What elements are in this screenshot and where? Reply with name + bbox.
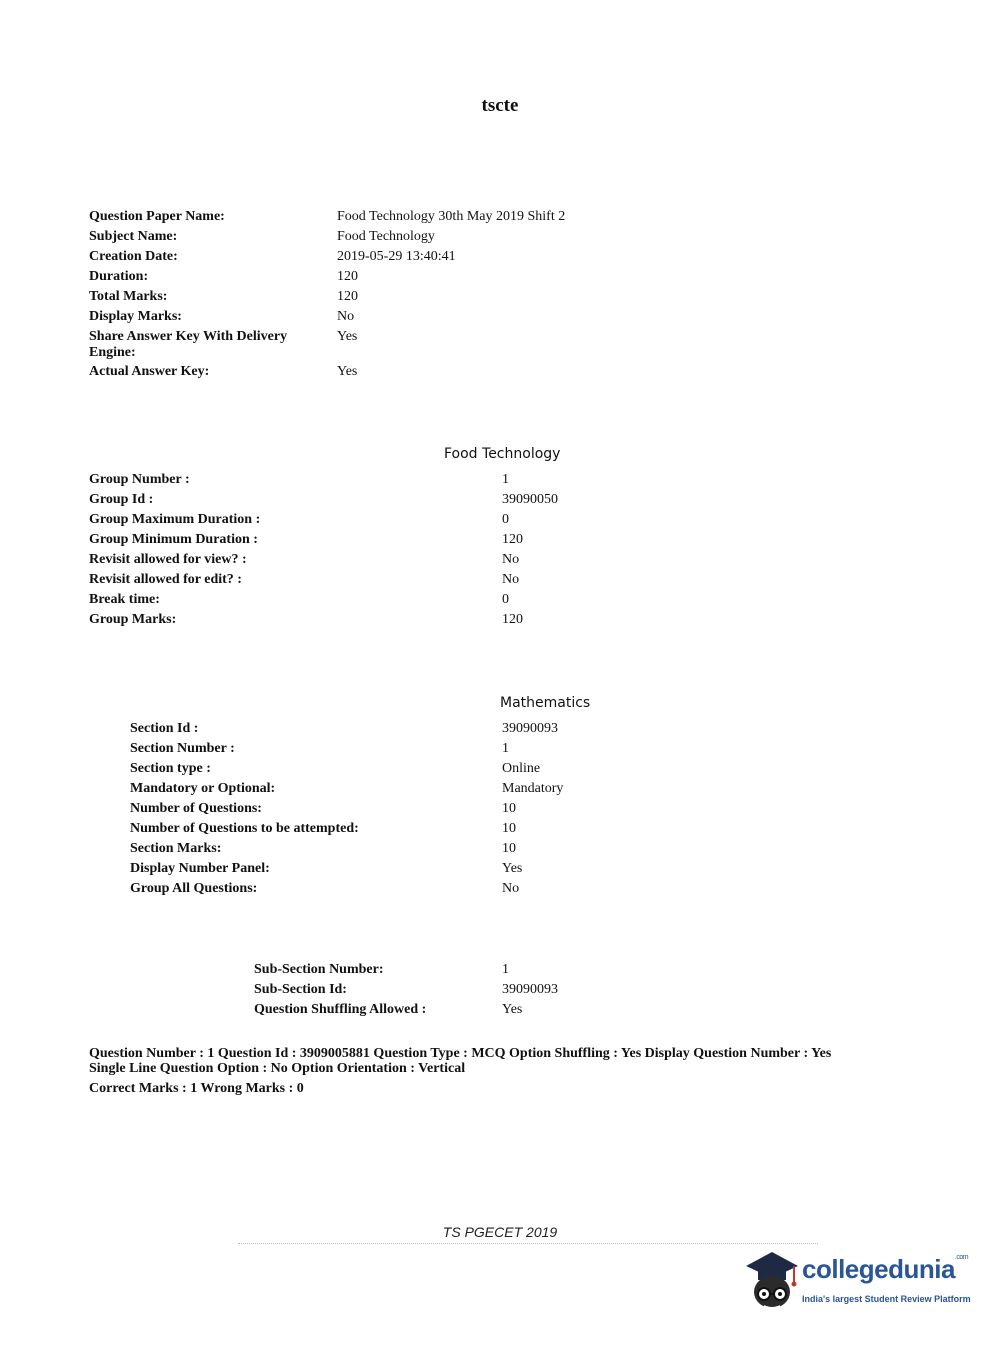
group-info-label: Group Minimum Duration : (89, 532, 258, 547)
paper-info-value: Yes (337, 364, 358, 379)
section-info-value: 10 (502, 801, 516, 816)
group-info-value: 120 (502, 532, 523, 547)
paper-info-value: 2019-05-29 13:40:41 (337, 249, 456, 264)
section-info-label: Mandatory or Optional: (130, 781, 276, 796)
subsection-info-value: 39090093 (502, 982, 558, 997)
paper-info-value: 120 (337, 289, 358, 304)
group-info-label: Break time: (89, 592, 160, 607)
paper-info-label: Share Answer Key With Delivery Engine: (89, 329, 288, 360)
group-info-label: Revisit allowed for view? : (89, 552, 247, 567)
graduation-mascot-icon (742, 1246, 800, 1316)
subsection-info-value: Yes (502, 1002, 523, 1017)
paper-info-label: Subject Name: (89, 229, 178, 244)
section-info-value: 39090093 (502, 721, 558, 736)
paper-info-value: Food Technology (337, 229, 435, 244)
paper-info-value: Food Technology 30th May 2019 Shift 2 (337, 209, 566, 224)
paper-info-label: Creation Date: (89, 249, 178, 264)
collegedunia-logo (742, 1246, 972, 1316)
subsection-info-value: 1 (502, 962, 509, 977)
group-info-value: 1 (502, 472, 509, 487)
group-heading: Food Technology (444, 446, 561, 462)
question-marks-line: Correct Marks : 1 Wrong Marks : 0 (89, 1081, 304, 1096)
section-info-value: 10 (502, 821, 516, 836)
section-info-label: Number of Questions: (130, 801, 262, 816)
group-info-value: 0 (502, 512, 509, 527)
group-info-value: 39090050 (502, 492, 558, 507)
section-info-value: Mandatory (502, 781, 564, 796)
paper-info-label: Actual Answer Key: (89, 364, 210, 379)
group-info-value: No (502, 572, 520, 587)
section-info-label: Section Marks: (130, 841, 222, 856)
subsection-info-label: Sub-Section Id: (254, 982, 347, 997)
paper-info-value: Yes (337, 329, 358, 344)
section-info-label: Group All Questions: (130, 881, 258, 896)
paper-info-label: Total Marks: (89, 289, 168, 304)
section-info-label: Section type : (130, 761, 211, 776)
section-info-label: Section Id : (130, 721, 199, 736)
group-info-label: Group Maximum Duration : (89, 512, 261, 527)
footer-divider (238, 1243, 818, 1244)
paper-info-label: Question Paper Name: (89, 209, 225, 224)
paper-info-value: 120 (337, 269, 358, 284)
page-title: tscte (481, 95, 519, 116)
question-meta-line: Single Line Question Option : No Option Orientation : Vertical (89, 1061, 466, 1076)
section-info-label: Section Number : (130, 741, 235, 756)
section-info-value: No (502, 881, 520, 896)
group-info-label: Group Number : (89, 472, 190, 487)
group-info-value: 120 (502, 612, 523, 627)
group-info-label: Group Id : (89, 492, 154, 507)
group-info-value: No (502, 552, 520, 567)
subsection-info-label: Sub-Section Number: (254, 962, 384, 977)
logo-wordmark: collegedunia$^{.com}$ (802, 1254, 969, 1284)
section-heading: Mathematics (500, 695, 591, 711)
paper-info-label: Duration: (89, 269, 149, 284)
group-info-label: Revisit allowed for edit? : (89, 572, 242, 587)
paper-info-label: Display Marks: (89, 309, 182, 324)
section-info-label: Display Number Panel: (130, 861, 270, 876)
group-info-label: Group Marks: (89, 612, 177, 627)
section-info-value: 10 (502, 841, 516, 856)
section-info-value: Yes (502, 861, 523, 876)
section-info-value: 1 (502, 741, 509, 756)
question-meta-line: Question Number : 1 Question Id : 3909005881 Question Type : MCQ Option Shuffling : Yes Display Question Number : Yes (89, 1046, 832, 1061)
footer-text: TS PGECET 2019 (442, 1224, 558, 1240)
group-info-value: 0 (502, 592, 509, 607)
section-info-label: Number of Questions to be attempted: (130, 821, 359, 836)
section-info-value: Online (502, 761, 541, 776)
paper-info-value: No (337, 309, 355, 324)
subsection-info-label: Question Shuffling Allowed : (254, 1002, 427, 1017)
logo-tagline: India's largest Student Review Platform (802, 1294, 971, 1304)
